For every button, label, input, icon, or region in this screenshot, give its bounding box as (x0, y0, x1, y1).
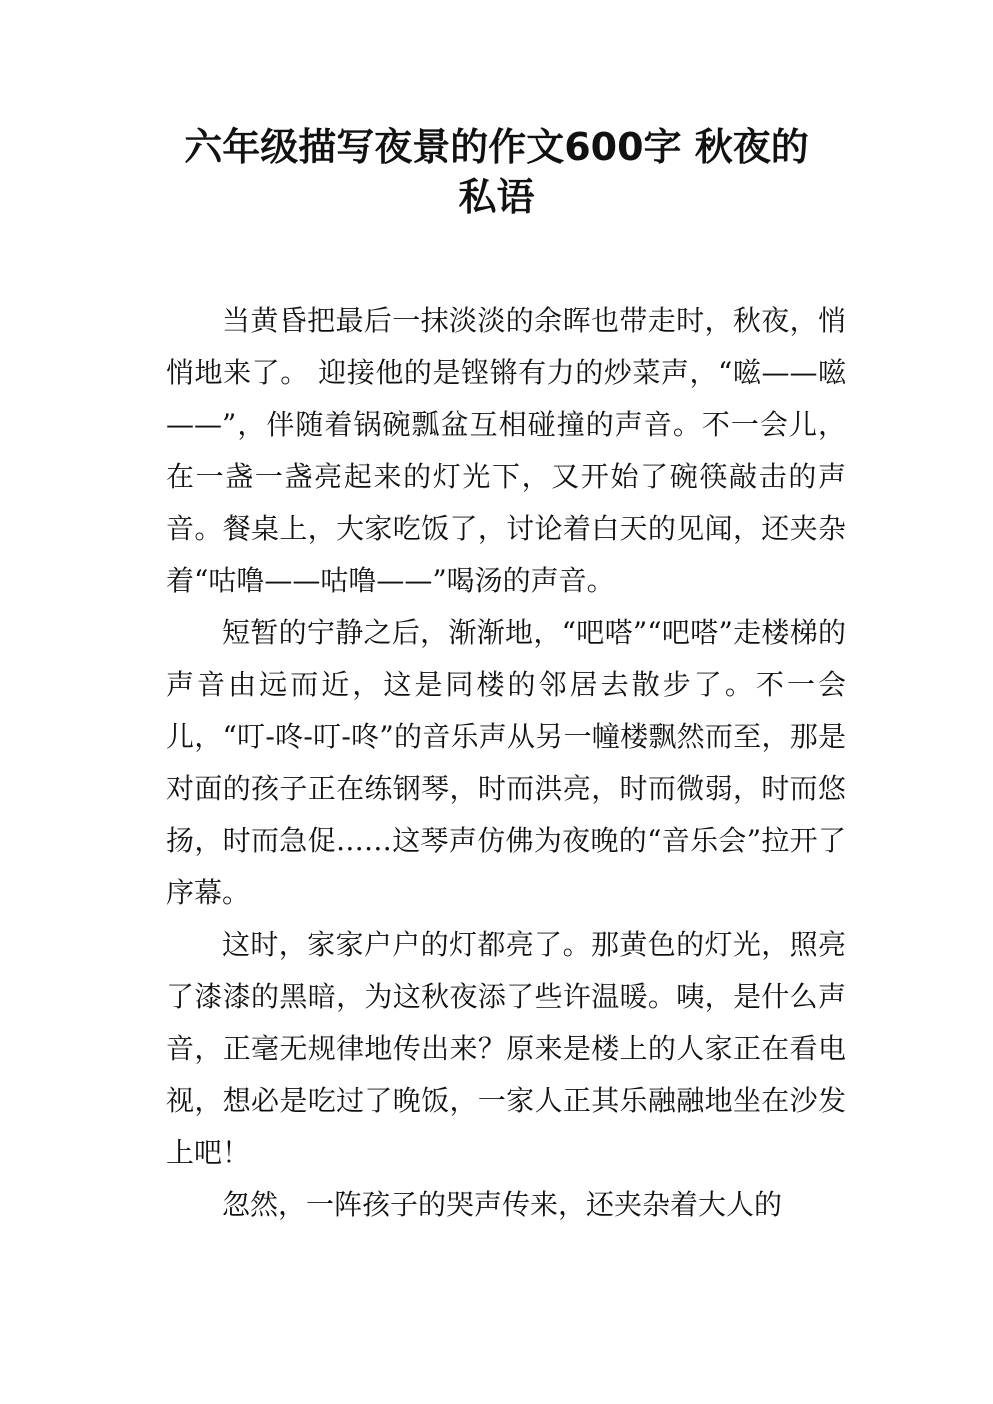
page-title (150, 122, 843, 222)
paragraph-3: 这时，家家户户的灯都亮了。那黄色的灯光，照亮了漆漆的黑暗，为这秋夜添了些许温暖。咦，是什么声音，正毫无规律地传出来？原来是楼上的人家正在看电视，想必是吃过了晚饭，一家人正其乐融融地坐在沙发上吧！ (166, 928, 846, 1169)
paragraph-1: 当黄昏把最后一抹淡淡的余晖也带走时，秋夜，悄悄地来了。 迎接他的是铿锵有力的炒菜声，“嗞——嗞 ——”，伴随着锅碗瓢盆互相碰撞的声音。不一会儿，在一盏一盏亮起来的灯光下，又开始了碗筷敲击的声音。餐桌上，大家吃饭了，讨论着白天的见闻，还夹杂着“咕噜——咕噜——”喝汤的声音。 (166, 304, 846, 597)
title-line-1: 六年级描写夜景的作文600字 秋夜的 (184, 125, 809, 169)
article-body (166, 295, 846, 1231)
title-line-2: 私语 (458, 175, 535, 219)
paragraph-2: 短暂的宁静之后，渐渐地，“吧嗒”“吧嗒”走楼梯的声音由远而近，这是同楼的邻居去散步了。不一会儿，“叮-咚-叮-咚”的音乐声从另一幢楼飘然而至，那是对面的孩子正在练钢琴，时而洪亮，时而微弱，时而悠扬，时而急促……这琴声仿佛为夜晚的“音乐会”拉开了序幕。 (166, 616, 846, 909)
paragraph-4: 忽然，一阵孩子的哭声传来，还夹杂着大人的 (222, 1188, 783, 1221)
